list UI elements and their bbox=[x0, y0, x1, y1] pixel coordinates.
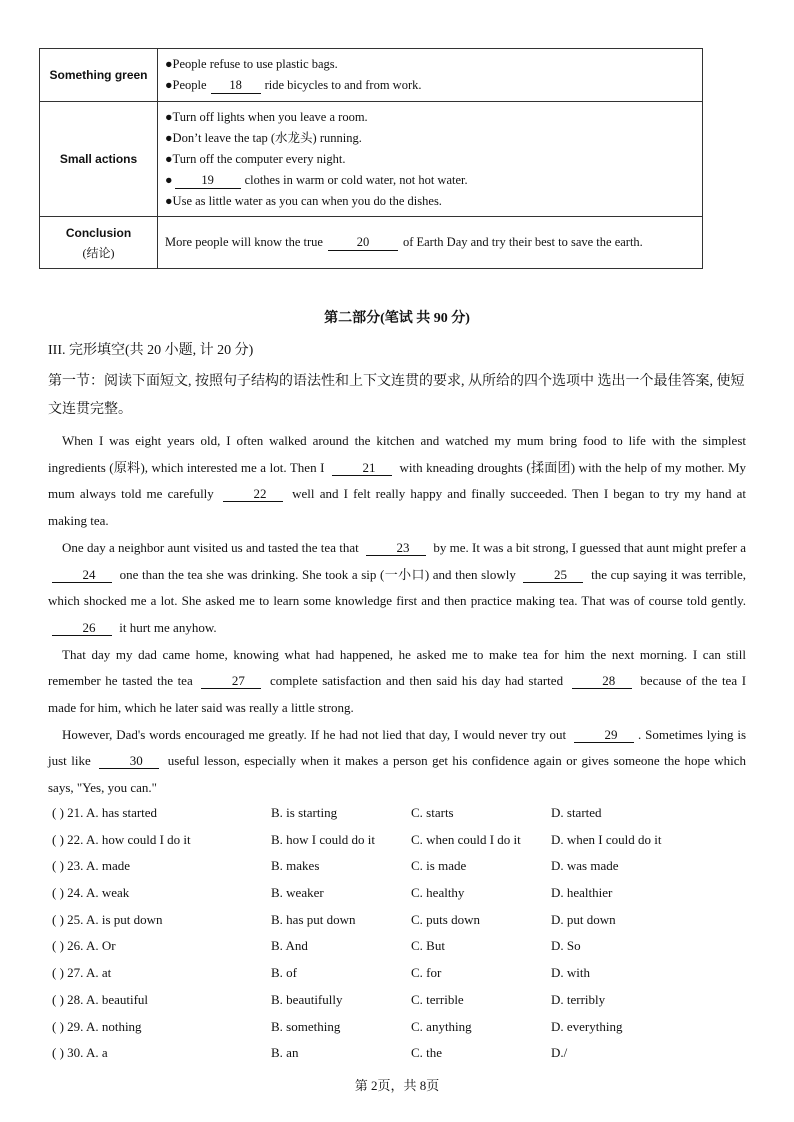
answer-blank[interactable]: 19 bbox=[175, 173, 241, 189]
table-line: ●Don’t leave the tap (水龙头) running. bbox=[165, 130, 362, 145]
answer-blank[interactable]: 25 bbox=[523, 567, 583, 583]
answer-blank[interactable]: 18 bbox=[211, 78, 261, 94]
passage-paragraph: However, Dad's words encouraged me greatly. If he had not lied that day, I would never try out 29 . Sometimes lying is just like 30 useful lesson, especially when it makes a person get his confidence again or gives someone the hope which says, "Yes, you can." bbox=[48, 726, 747, 796]
question-row: ( ) 22. A. how could I do it B. how I could do it C. when could I do it D. when I could do it bbox=[52, 831, 662, 847]
question-row: ( ) 24. A. weak B. weaker C. healthy D. healthier bbox=[52, 885, 613, 901]
table-line: ●Turn off lights when you leave a room. bbox=[165, 109, 368, 124]
answer-blank[interactable]: 21 bbox=[332, 460, 392, 476]
passage bbox=[48, 428, 746, 802]
instructions: 第一节：阅读下面短文, 按照句子结构的语法性和上下文连贯的要求, 从所给的四个选项中 选出一个最佳答案, 使短文连贯完整。 bbox=[48, 374, 745, 417]
info-table bbox=[39, 48, 703, 269]
answer-blank[interactable]: 30 bbox=[99, 753, 159, 769]
table-line: ●People 18 ride bicycles to and from work. bbox=[165, 78, 422, 92]
question-row: ( ) 25. A. is put down B. has put down C. puts down D. put down bbox=[52, 911, 616, 927]
row-head: Small actions bbox=[40, 102, 158, 217]
question-row: ( ) 26. A. Or B. And C. But D. So bbox=[52, 938, 581, 954]
question-options bbox=[52, 800, 752, 1067]
row-body bbox=[158, 49, 703, 102]
table-row bbox=[40, 217, 703, 269]
section-title: III. 完形填空(共 20 小题, 计 20 分) bbox=[48, 343, 254, 358]
table-row bbox=[40, 102, 703, 217]
page-footer: 第 2页，共 8页 bbox=[354, 1078, 440, 1093]
answer-blank[interactable]: 23 bbox=[366, 540, 426, 556]
question-row: ( ) 21. A. has started B. is starting C. starts D. started bbox=[52, 805, 602, 820]
question-row: ( ) 23. A. made B. makes C. is made D. was made bbox=[52, 858, 619, 874]
row-head: Something green bbox=[40, 49, 158, 102]
table-line: ●Turn off the computer every night. bbox=[165, 151, 346, 166]
answer-blank[interactable]: 28 bbox=[572, 673, 632, 689]
question-row: ( ) 28. A. beautiful B. beautifully C. terrible D. terribly bbox=[52, 991, 606, 1007]
answer-blank[interactable]: 27 bbox=[201, 673, 261, 689]
question-row: ( ) 27. A. at B. of C. for D. with bbox=[52, 965, 590, 981]
answer-blank[interactable]: 20 bbox=[328, 235, 398, 251]
table-line: ●People refuse to use plastic bags. bbox=[165, 57, 338, 71]
part-title: 第二部分(笔试 共 90 分) bbox=[324, 311, 470, 326]
answer-blank[interactable]: 24 bbox=[52, 567, 112, 583]
table-line: ●Use as little water as you can when you do the dishes. bbox=[165, 193, 442, 208]
table-row bbox=[40, 49, 703, 102]
passage-paragraph: When I was eight years old, I often walked around the kitchen and watched my mum bring food to life with the simplest ingredients (原料), which interested me a lot. Then I 21 with kneading droughts (揉面团) with the help of my mother. My mum always told me carefully 22 well and I felt really happy and finally succeeded. Then I began to try my hand at making tea. bbox=[48, 433, 747, 529]
answer-blank[interactable]: 22 bbox=[223, 486, 283, 502]
question-row: ( ) 29. A. nothing B. something C. anything D. everything bbox=[52, 1018, 623, 1034]
table-line: ● 19 clothes in warm or cold water, not hot water. bbox=[165, 172, 468, 187]
row-body bbox=[158, 102, 703, 217]
row-head: Conclusion (结论) bbox=[40, 217, 158, 269]
passage-paragraph: That day my dad came home, knowing what had happened, he asked me to make tea for him the next morning. I can still remember he tasted the tea 27 complete satisfaction and then said his day had started 28 because of the tea I made for him, which he later said was really a little strong. bbox=[48, 646, 747, 716]
question-row: ( ) 30. A. a B. an C. the D./ bbox=[52, 1045, 568, 1061]
answer-blank[interactable]: 29 bbox=[574, 727, 634, 743]
answer-blank[interactable]: 26 bbox=[52, 620, 112, 636]
passage-paragraph: One day a neighbor aunt visited us and tasted the tea that 23 by me. It was a bit strong, I guessed that aunt might prefer a 24 one than the tea she was drinking. She took a sip (一小口) and then slowly 25 the cup saying it was terrible, which shocked me a lot. She asked me to learn some knowledge first and then practice making tea. That was of course told gently. 26 it hurt me anyhow. bbox=[48, 539, 747, 635]
row-body: More people will know the true 20 of Earth Day and try their best to save the earth. bbox=[158, 217, 703, 269]
